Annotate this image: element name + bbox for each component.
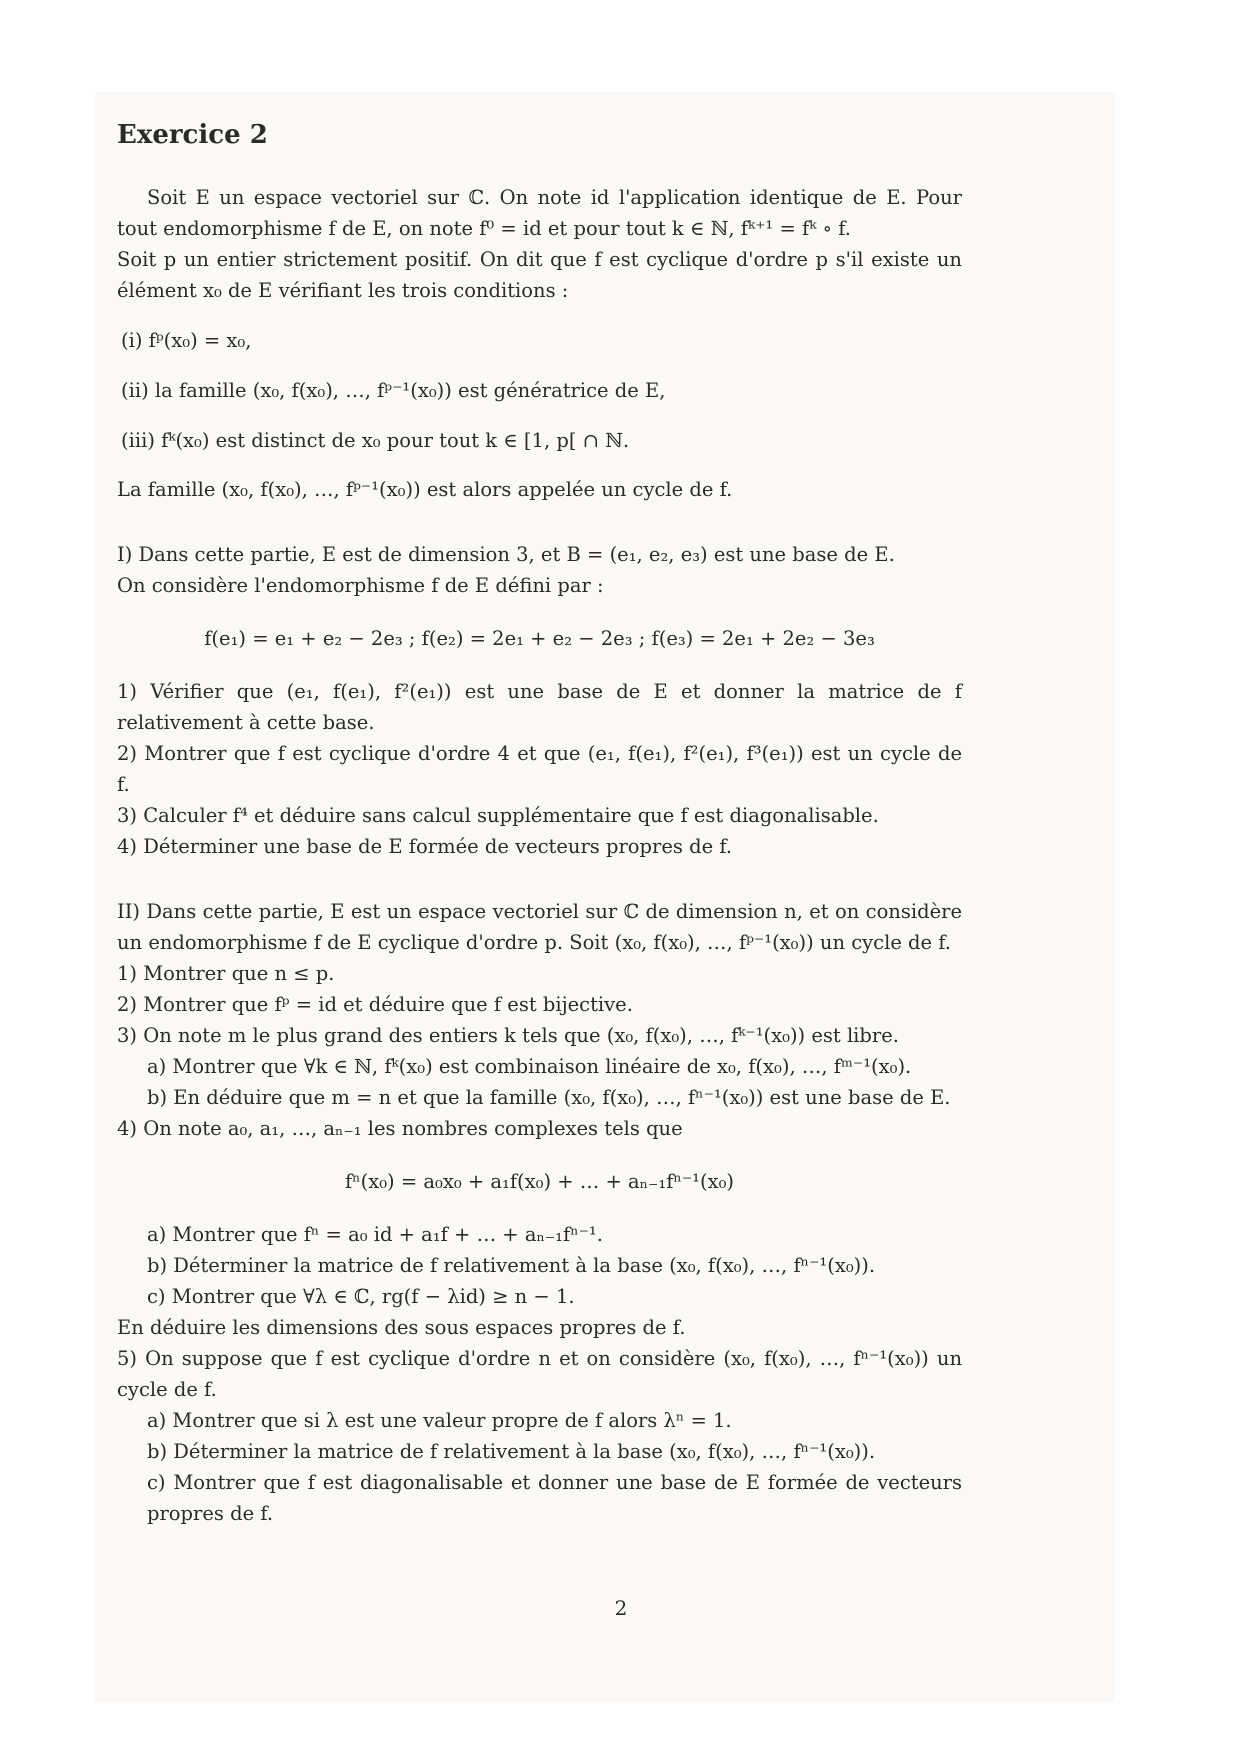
part1-question-1: 1) Vérifier que (e₁, f(e₁), f²(e₁)) est une base de E et donner la matrice de f relativement à cette base. (117, 680, 962, 734)
part1-intro-line-2: On considère l'endomorphisme f de E défini par : (117, 574, 604, 597)
part2-question-2: 2) Montrer que fᵖ = id et déduire que f est bijective. (117, 993, 633, 1016)
part2-question-5: 5) On suppose que f est cyclique d'ordre n et on considère (x₀, f(x₀), …, fⁿ⁻¹(x₀)) un cycle de f. (117, 1347, 962, 1401)
part2-question-4-conclusion: En déduire les dimensions des sous espaces propres de f. (117, 1316, 686, 1339)
part2-question-3b: b) En déduire que m = n et que la famille (x₀, f(x₀), …, fⁿ⁻¹(x₀)) est une base de E. (147, 1086, 951, 1109)
part1-definition-formula: f(e₁) = e₁ + e₂ − 2e₃ ; f(e₂) = 2e₁ + e₂ − 2e₃ ; f(e₃) = 2e₁ + 2e₂ − 3e₃ (204, 627, 875, 650)
part2-question-5c: c) Montrer que f est diagonalisable et donner une base de E formée de vecteurs propres de f. (147, 1471, 962, 1525)
part1-question-2: 2) Montrer que f est cyclique d'ordre 4 et que (e₁, f(e₁), f²(e₁), f³(e₁)) est un cycle de f. (117, 742, 962, 796)
part2-question-5b: b) Déterminer la matrice de f relativement à la base (x₀, f(x₀), …, fⁿ⁻¹(x₀)). (147, 1440, 876, 1463)
cycle-definition: La famille (x₀, f(x₀), …, fᵖ⁻¹(x₀)) est alors appelée un cycle de f. (117, 478, 733, 501)
page-number: 2 (614, 1596, 628, 1620)
exercise-content (117, 118, 962, 1529)
part2-question-4: 4) On note a₀, a₁, …, aₙ₋₁ les nombres complexes tels que (117, 1117, 683, 1140)
part2-intro: II) Dans cette partie, E est un espace vectoriel sur ℂ de dimension n, et on considère un endomorphisme f de E cyclique d'ordre p. Soit (x₀, f(x₀), …, fᵖ⁻¹(x₀)) un cycle de f. (117, 900, 962, 954)
condition-i: (i) fᵖ(x₀) = x₀, (121, 329, 252, 352)
part2-question-5a: a) Montrer que si λ est une valeur propre de f alors λⁿ = 1. (147, 1409, 732, 1432)
part1-intro-line-1: I) Dans cette partie, E est de dimension 3, et B = (e₁, e₂, e₃) est une base de E. (117, 543, 895, 566)
part2-question-4a: a) Montrer que fⁿ = a₀ id + a₁f + … + aₙ₋₁fⁿ⁻¹. (147, 1223, 603, 1246)
intro-paragraph-1: Soit E un espace vectoriel sur ℂ. On note id l'application identique de E. Pour tout endomorphisme f de E, on note f⁰ = id et pour tout k ∈ ℕ, fᵏ⁺¹ = fᵏ ∘ f. (117, 186, 962, 240)
part2-question-3: 3) On note m le plus grand des entiers k tels que (x₀, f(x₀), …, fᵏ⁻¹(x₀)) est libre. (117, 1024, 899, 1047)
part2-question-3a: a) Montrer que ∀k ∈ ℕ, fᵏ(x₀) est combinaison linéaire de x₀, f(x₀), …, fᵐ⁻¹(x₀). (147, 1055, 912, 1078)
part2-question-4c: c) Montrer que ∀λ ∈ ℂ, rg(f − λid) ≥ n − 1. (147, 1285, 575, 1308)
condition-ii: (ii) la famille (x₀, f(x₀), …, fᵖ⁻¹(x₀)) est génératrice de E, (121, 379, 666, 402)
part1-question-4: 4) Déterminer une base de E formée de vecteurs propres de f. (117, 835, 733, 858)
part2-question-1: 1) Montrer que n ≤ p. (117, 962, 335, 985)
intro-paragraph-2: Soit p un entier strictement positif. On dit que f est cyclique d'ordre p s'il existe un élément x₀ de E vérifiant les trois conditions : (117, 248, 962, 302)
exercise-title: Exercice 2 (117, 120, 268, 150)
part1-question-3: 3) Calculer f⁴ et déduire sans calcul supplémentaire que f est diagonalisable. (117, 804, 879, 827)
condition-iii: (iii) fᵏ(x₀) est distinct de x₀ pour tout k ∈ [1, p[ ∩ ℕ. (121, 429, 630, 452)
part2-question-4b: b) Déterminer la matrice de f relativement à la base (x₀, f(x₀), …, fⁿ⁻¹(x₀)). (147, 1254, 876, 1277)
part2-formula: fⁿ(x₀) = a₀x₀ + a₁f(x₀) + … + aₙ₋₁fⁿ⁻¹(x₀) (344, 1170, 735, 1193)
